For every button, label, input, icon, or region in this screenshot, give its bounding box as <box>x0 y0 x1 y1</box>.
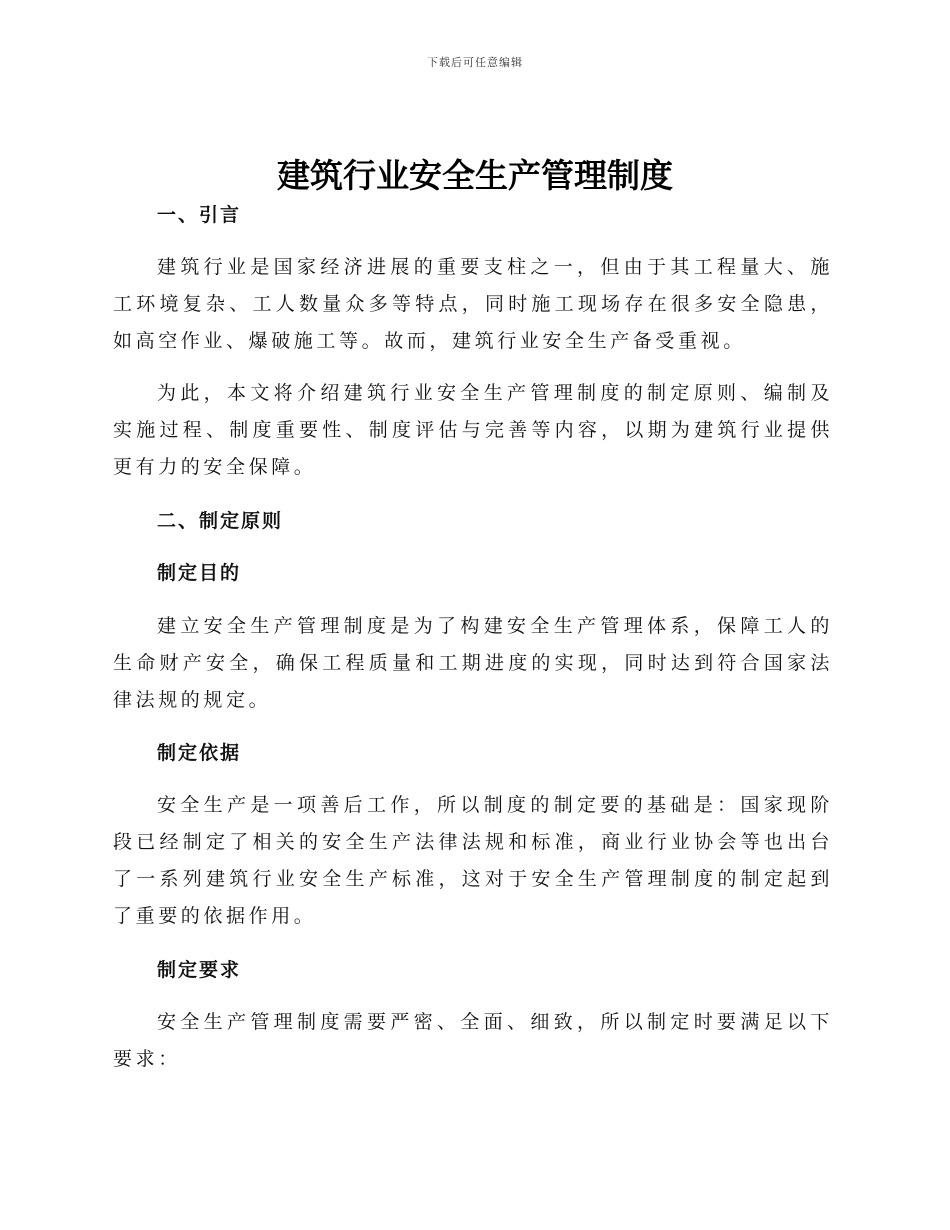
subheading-purpose: 制定目的 <box>157 562 242 584</box>
section-heading-principles: 二、制定原则 <box>157 510 284 532</box>
paragraph: 建立安全生产管理制度是为了构建安全生产管理体系，保障工人的生命财产安全，确保工程质量和工期进度的实现，同时达到符合国家法律法规的规定。 <box>113 615 833 711</box>
paragraph: 建筑行业是国家经济进展的重要支柱之一，但由于其工程量大、施工环境复杂、工人数量众多等特点，同时施工现场存在很多安全隐患，如高空作业、爆破施工等。故而，建筑行业安全生产备受重视。 <box>113 256 833 352</box>
paragraph: 安全生产管理制度需要严密、全面、细致，所以制定时要满足以下要求： <box>113 1011 833 1070</box>
document-title: 建筑行业安全生产管理制度 <box>277 156 673 195</box>
subheading-basis: 制定依据 <box>157 742 242 764</box>
page-header-note: 下载后可任意编辑 <box>427 56 523 69</box>
paragraph: 安全生产是一项善后工作，所以制度的制定要的基础是：国家现阶段已经制定了相关的安全生产法律法规和标准，商业行业协会等也出台了一系列建筑行业安全生产标准，这对于安全生产管理制度的制定起到了重要的依据作用。 <box>113 794 833 927</box>
section-heading-introduction: 一、引言 <box>157 204 242 226</box>
paragraph: 为此，本文将介绍建筑行业安全生产管理制度的制定原则、编制及实施过程、制度重要性、制度评估与完善等内容，以期为建筑行业提供更有力的安全保障。 <box>113 382 833 478</box>
subheading-requirements: 制定要求 <box>157 959 242 981</box>
